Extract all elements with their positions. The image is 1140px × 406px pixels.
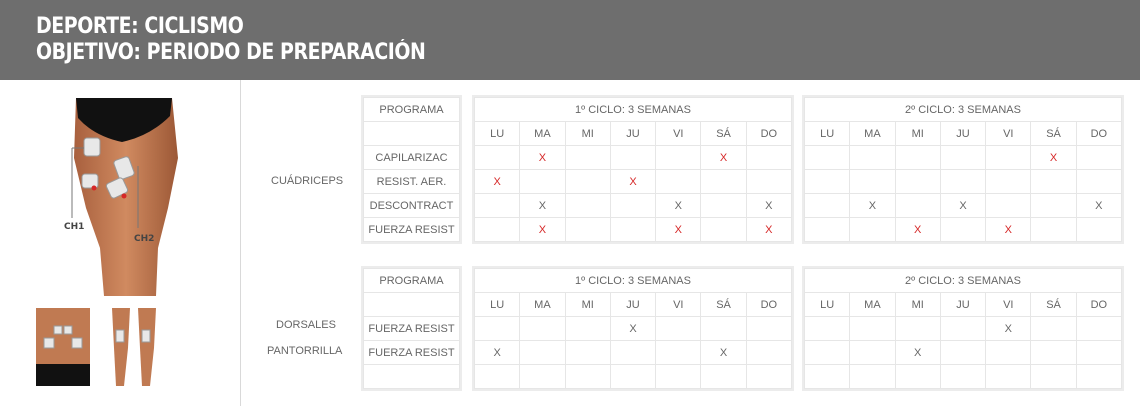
muscle-label-pantorrilla: PANTORRILLA — [267, 345, 343, 357]
muscle-label-dorsales: DORSALES — [276, 319, 336, 331]
schedule-cell — [475, 194, 520, 218]
schedule-cell — [565, 170, 610, 194]
cycle-table — [474, 97, 792, 242]
schedule-cell: X — [940, 194, 985, 218]
cycle-title: 1º CICLO: 3 SEMANAS — [475, 269, 792, 293]
schedule-cell — [701, 170, 746, 194]
schedule-cell — [940, 365, 985, 389]
schedule-cell — [986, 365, 1031, 389]
objective-title: OBJETIVO: PERIODO DE PREPARACIÓN — [36, 40, 426, 65]
schedule-cell: X — [520, 218, 565, 242]
day-header: LU — [805, 122, 850, 146]
day-header: VI — [986, 293, 1031, 317]
schedule-cell — [610, 341, 655, 365]
cycle-table — [804, 268, 1122, 389]
day-header: LU — [475, 293, 520, 317]
schedule-cell: X — [1076, 194, 1121, 218]
schedule-cell — [701, 194, 746, 218]
schedule-cell — [701, 218, 746, 242]
schedule-cell — [805, 146, 850, 170]
schedule-cell — [746, 341, 791, 365]
schedule-cell — [940, 317, 985, 341]
schedule-cell — [1031, 218, 1076, 242]
schedule-cell — [475, 317, 520, 341]
day-header: MA — [520, 122, 565, 146]
program-cell: FUERZA RESIST — [364, 317, 460, 341]
program-header: PROGRAMA — [364, 269, 460, 293]
schedule-cell — [850, 341, 895, 365]
schedule-cell — [656, 170, 701, 194]
divider — [240, 80, 241, 406]
cycle-table — [474, 268, 792, 389]
schedule-cell — [986, 146, 1031, 170]
schedule-cell — [850, 317, 895, 341]
schedule-cell — [610, 146, 655, 170]
cycle-table — [804, 97, 1122, 242]
schedule-cell — [1031, 170, 1076, 194]
day-header: DO — [746, 122, 791, 146]
schedule-cell — [520, 365, 565, 389]
schedule-cell — [805, 317, 850, 341]
schedule-cell — [746, 365, 791, 389]
day-header: MA — [520, 293, 565, 317]
schedule-cell — [895, 146, 940, 170]
day-header: MA — [850, 122, 895, 146]
schedule-cell — [565, 146, 610, 170]
schedule-cell — [805, 194, 850, 218]
program-table-2 — [363, 268, 460, 389]
program-cell: DESCONTRACT — [364, 194, 460, 218]
schedule-cell — [895, 317, 940, 341]
day-header: SÁ — [1031, 122, 1076, 146]
day-header: VI — [986, 122, 1031, 146]
sport-title: DEPORTE: CICLISMO — [36, 14, 244, 39]
day-header: DO — [746, 293, 791, 317]
program-header: PROGRAMA — [364, 98, 460, 122]
schedule-cell — [1031, 194, 1076, 218]
schedule-cell — [850, 146, 895, 170]
schedule-cell — [805, 341, 850, 365]
schedule-cell — [850, 170, 895, 194]
day-header: SÁ — [701, 122, 746, 146]
program-cell: RESIST. AER. — [364, 170, 460, 194]
schedule-cell — [475, 146, 520, 170]
schedule-cell — [520, 170, 565, 194]
day-header: JU — [610, 293, 655, 317]
ch2-label: CH2 — [134, 234, 155, 244]
schedule-cell: X — [986, 218, 1031, 242]
schedule-cell — [656, 365, 701, 389]
program-cell: CAPILARIZAC — [364, 146, 460, 170]
schedule-cell: X — [475, 170, 520, 194]
program-table-1 — [363, 97, 460, 242]
schedule-cell: X — [701, 341, 746, 365]
schedule-cell — [746, 170, 791, 194]
schedule-cell: X — [475, 341, 520, 365]
schedule-cell — [701, 365, 746, 389]
schedule-cell: X — [610, 317, 655, 341]
day-header: JU — [610, 122, 655, 146]
cycle-title: 1º CICLO: 3 SEMANAS — [475, 98, 792, 122]
muscle-label-quadriceps: CUÁDRICEPS — [271, 175, 344, 187]
schedule-cell — [656, 341, 701, 365]
schedule-cell — [1076, 365, 1121, 389]
schedule-cell — [805, 218, 850, 242]
cycle-title: 2º CICLO: 3 SEMANAS — [805, 269, 1122, 293]
schedule-cell — [850, 365, 895, 389]
schedule-cell: X — [656, 194, 701, 218]
day-header: DO — [1076, 293, 1121, 317]
leg-electrode-image — [60, 98, 180, 296]
back-electrode-image — [36, 308, 90, 386]
schedule-cell — [1031, 317, 1076, 341]
schedule-cell — [656, 146, 701, 170]
empty-cell — [364, 122, 460, 146]
day-header: JU — [940, 293, 985, 317]
calf-electrode-image — [108, 308, 162, 386]
schedule-cell — [986, 170, 1031, 194]
cycle-title: 2º CICLO: 3 SEMANAS — [805, 98, 1122, 122]
schedule-cell — [701, 317, 746, 341]
schedule-cell: X — [986, 317, 1031, 341]
schedule-cell — [805, 365, 850, 389]
schedule-cell: X — [895, 341, 940, 365]
day-header: SÁ — [1031, 293, 1076, 317]
schedule-cell — [565, 317, 610, 341]
program-cell — [364, 365, 460, 389]
schedule-cell: X — [1031, 146, 1076, 170]
schedule-cell — [940, 218, 985, 242]
day-header: DO — [1076, 122, 1121, 146]
day-header: MA — [850, 293, 895, 317]
schedule-cell — [805, 170, 850, 194]
schedule-cell: X — [701, 146, 746, 170]
schedule-cell — [986, 194, 1031, 218]
schedule-cell — [895, 194, 940, 218]
schedule-cell — [850, 218, 895, 242]
schedule-cell — [1076, 218, 1121, 242]
schedule-cell — [986, 341, 1031, 365]
schedule-cell — [1076, 317, 1121, 341]
schedule-cell — [610, 365, 655, 389]
schedule-cell — [520, 317, 565, 341]
day-header: MI — [565, 293, 610, 317]
day-header: MI — [565, 122, 610, 146]
schedule-cell — [746, 146, 791, 170]
schedule-cell — [610, 194, 655, 218]
day-header: VI — [656, 293, 701, 317]
schedule-cell — [1031, 341, 1076, 365]
schedule-cell — [656, 317, 701, 341]
schedule-cell — [565, 194, 610, 218]
schedule-cell — [746, 317, 791, 341]
schedule-cell: X — [895, 218, 940, 242]
schedule-cell: X — [610, 170, 655, 194]
schedule-cell: X — [656, 218, 701, 242]
day-header: JU — [940, 122, 985, 146]
schedule-cell: X — [746, 218, 791, 242]
schedule-cell — [940, 170, 985, 194]
schedule-cell: X — [520, 146, 565, 170]
schedule-cell — [475, 218, 520, 242]
schedule-cell — [565, 365, 610, 389]
schedule-cell — [1031, 365, 1076, 389]
schedule-cell: X — [520, 194, 565, 218]
schedule-cell — [940, 341, 985, 365]
schedule-cell — [520, 341, 565, 365]
day-header: LU — [805, 293, 850, 317]
empty-cell — [364, 293, 460, 317]
day-header: SÁ — [701, 293, 746, 317]
schedule-cell — [475, 365, 520, 389]
schedule-cell — [1076, 170, 1121, 194]
schedule-cell — [1076, 146, 1121, 170]
schedule-cell — [895, 170, 940, 194]
schedule-cell — [610, 218, 655, 242]
schedule-cell — [565, 341, 610, 365]
ch1-label: CH1 — [64, 222, 85, 232]
header-banner — [0, 0, 1140, 80]
day-header: VI — [656, 122, 701, 146]
day-header: LU — [475, 122, 520, 146]
program-cell: FUERZA RESIST — [364, 341, 460, 365]
schedule-cell: X — [746, 194, 791, 218]
schedule-cell — [1076, 341, 1121, 365]
schedule-cell: X — [850, 194, 895, 218]
schedule-cell — [940, 146, 985, 170]
day-header: MI — [895, 122, 940, 146]
day-header: MI — [895, 293, 940, 317]
schedule-cell — [565, 218, 610, 242]
program-cell: FUERZA RESIST — [364, 218, 460, 242]
schedule-cell — [895, 365, 940, 389]
